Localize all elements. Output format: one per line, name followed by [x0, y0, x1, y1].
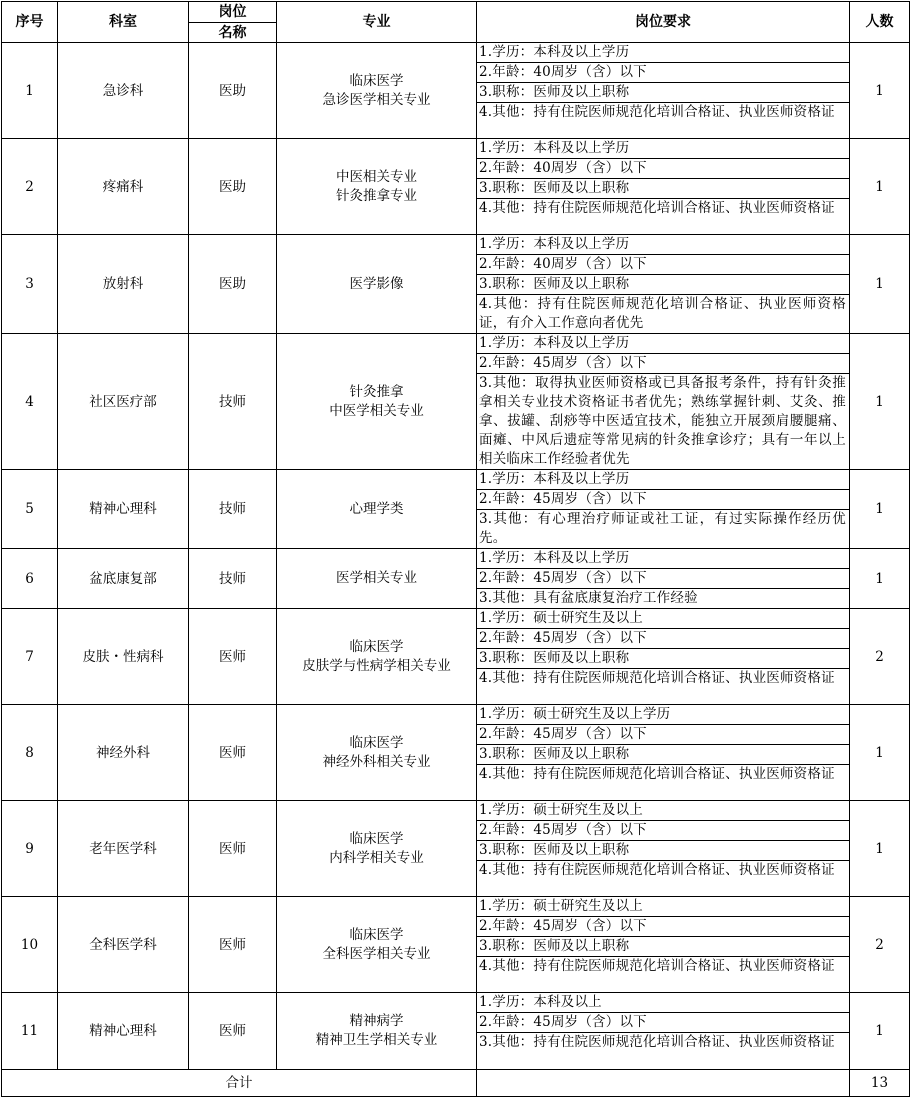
requirement-item: 1.学历：本科及以上学历 — [477, 549, 849, 569]
cell-department: 急诊科 — [58, 43, 189, 139]
requirement-item: 1.学历：本科及以上学历 — [477, 139, 849, 159]
requirement-list — [477, 801, 849, 896]
table-row — [2, 801, 910, 897]
cell-requirements — [477, 549, 850, 609]
major-line: 急诊医学相关专业 — [322, 91, 431, 108]
table-row — [2, 705, 910, 801]
total-label: 合计 — [2, 1070, 477, 1097]
cell-position: 医师 — [189, 609, 277, 705]
cell-seq: 4 — [2, 334, 58, 470]
major-line: 精神病学 — [349, 1013, 404, 1029]
cell-count: 1 — [850, 993, 910, 1070]
cell-major — [277, 549, 477, 609]
cell-department: 精神心理科 — [58, 470, 189, 549]
cell-major — [277, 801, 477, 897]
requirement-item: 3.其他：取得执业医师资格或已具备报考条件，持有针灸推拿相关专业技术资格证书者优先；熟练掌握针刺、艾灸、推拿、拔罐、刮痧等中医适宜技术，能独立开展颈肩腰腿痛、面瘫、中风后遗症等常见病的针灸推拿诊疗；具有一年以上相关临床工作经验者优先 — [479, 375, 846, 467]
major-line: 临床医学 — [349, 638, 404, 655]
cell-department: 老年医学科 — [58, 801, 189, 897]
cell-count: 1 — [850, 470, 910, 549]
requirement-item: 2.年龄：40周岁（含）以下 — [477, 63, 849, 83]
cell-requirements — [477, 470, 850, 549]
requirement-item: 3.职称：医师及以上职称 — [477, 841, 849, 861]
cell-position: 医师 — [189, 705, 277, 801]
requirement-item: 2.年龄：45周岁（含）以下 — [477, 1013, 849, 1033]
cell-requirements — [477, 897, 850, 993]
cell-seq: 11 — [2, 993, 58, 1070]
requirement-item: 3.其他：有心理治疗师证或社工证，有过实际操作经历优先。 — [479, 511, 846, 546]
requirement-item: 3.其他：持有住院医师规范化培训合格证、执业医师资格证 — [479, 1034, 835, 1050]
requirement-list — [477, 470, 849, 548]
table-row — [2, 139, 910, 235]
major-line: 临床医学 — [349, 72, 404, 89]
requirement-item: 4.其他：持有住院医师规范化培训合格证、执业医师资格证 — [479, 766, 835, 782]
requirement-item: 2.年龄：45周岁（含）以下 — [477, 569, 849, 589]
table-row — [2, 609, 910, 705]
cell-seq: 7 — [2, 609, 58, 705]
cell-seq: 3 — [2, 235, 58, 334]
major-line: 中医学相关专业 — [329, 402, 424, 419]
cell-department: 疼痛科 — [58, 139, 189, 235]
requirement-item: 4.其他：持有住院医师规范化培训合格证、执业医师资格证 — [479, 958, 835, 974]
major-line: 全科医学相关专业 — [322, 945, 431, 962]
cell-department: 放射科 — [58, 235, 189, 334]
cell-department: 社区医疗部 — [58, 334, 189, 470]
cell-department: 精神心理科 — [58, 993, 189, 1070]
major-line: 皮肤学与性病学相关专业 — [302, 657, 451, 674]
major-line: 心理学类 — [349, 500, 404, 517]
requirement-item: 4.其他：持有住院医师规范化培训合格证、执业医师资格证 — [479, 670, 835, 686]
requirement-item: 4.其他：持有住院医师规范化培训合格证、执业医师资格证，有介入工作意向者优先 — [479, 296, 846, 331]
requirement-list — [477, 705, 849, 800]
header-requirements: 岗位要求 — [477, 2, 850, 43]
requirement-list — [477, 235, 849, 333]
cell-seq: 6 — [2, 549, 58, 609]
table-row — [2, 235, 910, 334]
major-line: 精神卫生学相关专业 — [315, 1032, 438, 1048]
requirement-item: 1.学历：本科及以上 — [477, 993, 849, 1013]
cell-major — [277, 470, 477, 549]
cell-major — [277, 993, 477, 1070]
cell-requirements — [477, 705, 850, 801]
cell-requirements — [477, 609, 850, 705]
requirement-item: 3.职称：医师及以上职称 — [477, 649, 849, 669]
cell-position: 医助 — [189, 43, 277, 139]
table-row — [2, 43, 910, 139]
cell-count: 1 — [850, 334, 910, 470]
header-count: 人数 — [850, 2, 910, 43]
cell-position: 医师 — [189, 897, 277, 993]
cell-count: 1 — [850, 235, 910, 334]
requirement-item: 4.其他：持有住院医师规范化培训合格证、执业医师资格证 — [479, 862, 835, 878]
major-line: 中医相关专业 — [336, 168, 417, 185]
requirement-item: 2.年龄：45周岁（含）以下 — [477, 821, 849, 841]
cell-count: 2 — [850, 609, 910, 705]
requirement-item: 4.其他：持有住院医师规范化培训合格证、执业医师资格证 — [479, 200, 835, 216]
requirement-item: 1.学历：硕士研究生及以上 — [477, 609, 849, 629]
cell-seq: 5 — [2, 470, 58, 549]
header-department: 科室 — [58, 2, 189, 43]
cell-seq: 1 — [2, 43, 58, 139]
cell-count: 1 — [850, 549, 910, 609]
cell-count: 1 — [850, 801, 910, 897]
cell-major — [277, 705, 477, 801]
cell-department: 盆底康复部 — [58, 549, 189, 609]
table-header — [2, 2, 910, 43]
requirement-list — [477, 334, 849, 469]
cell-count: 2 — [850, 897, 910, 993]
cell-requirements — [477, 993, 850, 1070]
cell-major — [277, 334, 477, 470]
cell-position: 医助 — [189, 139, 277, 235]
cell-major — [277, 139, 477, 235]
requirement-item: 1.学历：本科及以上学历 — [477, 235, 849, 255]
table-row — [2, 897, 910, 993]
table-row — [2, 549, 910, 609]
requirement-item: 1.学历：硕士研究生及以上 — [477, 897, 849, 917]
requirement-list — [477, 993, 849, 1069]
cell-major — [277, 43, 477, 139]
cell-position: 技师 — [189, 334, 277, 470]
cell-position: 医师 — [189, 993, 277, 1070]
major-line: 临床医学 — [349, 734, 404, 751]
requirement-item: 2.年龄：45周岁（含）以下 — [477, 917, 849, 937]
cell-department: 皮肤・性病科 — [58, 609, 189, 705]
cell-position: 医师 — [189, 801, 277, 897]
cell-position: 技师 — [189, 549, 277, 609]
major-line: 内科学相关专业 — [329, 849, 424, 866]
requirement-item: 2.年龄：45周岁（含）以下 — [477, 354, 849, 374]
requirement-item: 2.年龄：45周岁（含）以下 — [477, 629, 849, 649]
requirement-item: 3.职称：医师及以上职称 — [477, 745, 849, 765]
major-line: 针灸推拿专业 — [336, 187, 417, 204]
requirement-item: 2.年龄：45周岁（含）以下 — [477, 490, 849, 510]
requirement-item: 3.职称：医师及以上职称 — [477, 179, 849, 199]
cell-seq: 9 — [2, 801, 58, 897]
requirement-item: 3.其他：具有盆底康复治疗工作经验 — [479, 590, 698, 606]
cell-major — [277, 235, 477, 334]
major-line: 神经外科相关专业 — [322, 753, 431, 770]
cell-requirements — [477, 139, 850, 235]
header-position-bottom: 名称 — [189, 23, 277, 43]
cell-position: 医助 — [189, 235, 277, 334]
cell-department: 神经外科 — [58, 705, 189, 801]
requirement-item: 2.年龄：40周岁（含）以下 — [477, 255, 849, 275]
cell-department: 全科医学科 — [58, 897, 189, 993]
major-line: 医学相关专业 — [336, 570, 417, 586]
requirement-item: 2.年龄：40周岁（含）以下 — [477, 159, 849, 179]
requirement-item: 2.年龄：45周岁（含）以下 — [477, 725, 849, 745]
cell-count: 1 — [850, 43, 910, 139]
requirement-list — [477, 549, 849, 608]
requirement-list — [477, 43, 849, 138]
total-empty-cell — [477, 1070, 850, 1097]
cell-requirements — [477, 334, 850, 470]
requirement-item: 1.学历：本科及以上学历 — [477, 334, 849, 354]
requirement-item: 1.学历：硕士研究生及以上学历 — [477, 705, 849, 725]
cell-major — [277, 609, 477, 705]
cell-seq: 2 — [2, 139, 58, 235]
table-body — [2, 43, 910, 1070]
cell-major — [277, 897, 477, 993]
table-row — [2, 993, 910, 1070]
job-table — [1, 1, 910, 1097]
requirement-item: 3.职称：医师及以上职称 — [477, 937, 849, 957]
total-row — [2, 1070, 910, 1097]
major-line: 医学影像 — [349, 275, 404, 292]
header-major: 专业 — [277, 2, 477, 43]
requirement-item: 1.学历：硕士研究生及以上 — [477, 801, 849, 821]
requirement-list — [477, 897, 849, 992]
cell-requirements — [477, 235, 850, 334]
requirement-list — [477, 139, 849, 234]
total-count: 13 — [850, 1070, 910, 1097]
header-seq: 序号 — [2, 2, 58, 43]
header-position-top: 岗位 — [189, 2, 277, 23]
requirement-item: 3.职称：医师及以上职称 — [477, 275, 849, 295]
cell-position: 技师 — [189, 470, 277, 549]
major-line: 临床医学 — [349, 926, 404, 943]
requirement-item: 1.学历：本科及以上学历 — [477, 43, 849, 63]
major-line: 临床医学 — [349, 830, 404, 847]
requirement-item: 1.学历：本科及以上学历 — [477, 470, 849, 490]
major-line: 针灸推拿 — [349, 383, 404, 400]
cell-seq: 8 — [2, 705, 58, 801]
cell-seq: 10 — [2, 897, 58, 993]
cell-count: 1 — [850, 705, 910, 801]
table-row — [2, 334, 910, 470]
requirement-item: 3.职称：医师及以上职称 — [477, 83, 849, 103]
table-row — [2, 470, 910, 549]
cell-requirements — [477, 43, 850, 139]
cell-requirements — [477, 801, 850, 897]
cell-count: 1 — [850, 139, 910, 235]
requirement-list — [477, 609, 849, 704]
requirement-item: 4.其他：持有住院医师规范化培训合格证、执业医师资格证 — [479, 104, 835, 120]
